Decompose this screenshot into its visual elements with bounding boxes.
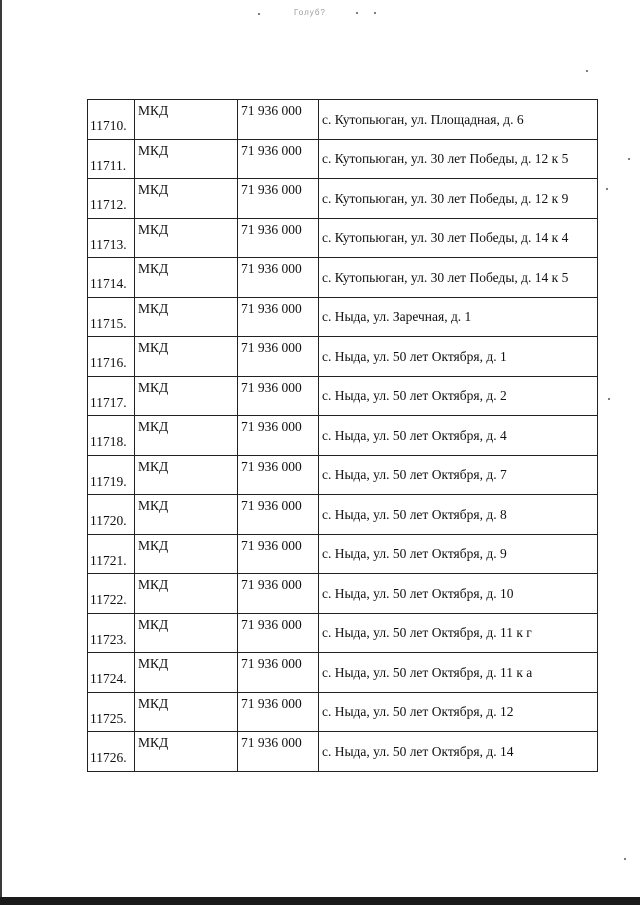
address-cell: с. Ныда, ул. 50 лет Октября, д. 2 xyxy=(319,376,598,416)
object-type-cell: МКД xyxy=(135,534,238,574)
address-cell: с. Ныда, ул. 50 лет Октября, д. 9 xyxy=(319,534,598,574)
address-cell: с. Ныда, ул. 50 лет Октября, д. 10 xyxy=(319,574,598,614)
object-type-cell: МКД xyxy=(135,179,238,219)
row-number-cell: 11721. xyxy=(88,534,135,574)
table-row xyxy=(88,337,598,377)
row-number-cell: 11719. xyxy=(88,455,135,495)
object-type-cell: МКД xyxy=(135,218,238,258)
address-table-body xyxy=(88,100,598,772)
row-number-cell: 11726. xyxy=(88,732,135,772)
oktmo-code-cell: 71 936 000 xyxy=(238,416,319,456)
scan-speck xyxy=(624,858,626,860)
object-type-cell: МКД xyxy=(135,139,238,179)
table-row xyxy=(88,653,598,693)
table-row xyxy=(88,100,598,140)
oktmo-code-cell: 71 936 000 xyxy=(238,337,319,377)
table-row xyxy=(88,218,598,258)
object-type-cell: МКД xyxy=(135,297,238,337)
object-type-cell: МКД xyxy=(135,495,238,535)
table-row xyxy=(88,613,598,653)
oktmo-code-cell: 71 936 000 xyxy=(238,218,319,258)
row-number-cell: 11717. xyxy=(88,376,135,416)
object-type-cell: МКД xyxy=(135,653,238,693)
oktmo-code-cell: 71 936 000 xyxy=(238,534,319,574)
oktmo-code-cell: 71 936 000 xyxy=(238,455,319,495)
object-type-cell: МКД xyxy=(135,613,238,653)
oktmo-code-cell: 71 936 000 xyxy=(238,653,319,693)
object-type-cell: МКД xyxy=(135,258,238,298)
scan-bottom-bar xyxy=(0,897,640,905)
scan-speck xyxy=(258,13,260,15)
row-number-cell: 11715. xyxy=(88,297,135,337)
row-number-cell: 11713. xyxy=(88,218,135,258)
table-row xyxy=(88,574,598,614)
row-number-cell: 11710. xyxy=(88,100,135,140)
address-cell: с. Ныда, ул. 50 лет Октября, д. 8 xyxy=(319,495,598,535)
address-cell: с. Кутопьюган, ул. 30 лет Победы, д. 14 к 5 xyxy=(319,258,598,298)
row-number-cell: 11712. xyxy=(88,179,135,219)
row-number-cell: 11723. xyxy=(88,613,135,653)
object-type-cell: МКД xyxy=(135,732,238,772)
table-row xyxy=(88,297,598,337)
scan-speck xyxy=(628,158,630,160)
table-row xyxy=(88,376,598,416)
scan-speck xyxy=(356,12,358,14)
table-row xyxy=(88,534,598,574)
oktmo-code-cell: 71 936 000 xyxy=(238,139,319,179)
address-cell: с. Ныда, ул. 50 лет Октября, д. 11 к а xyxy=(319,653,598,693)
table-row xyxy=(88,455,598,495)
oktmo-code-cell: 71 936 000 xyxy=(238,297,319,337)
oktmo-code-cell: 71 936 000 xyxy=(238,495,319,535)
table-row xyxy=(88,139,598,179)
row-number-cell: 11722. xyxy=(88,574,135,614)
scan-speck xyxy=(374,12,376,14)
object-type-cell: МКД xyxy=(135,416,238,456)
oktmo-code-cell: 71 936 000 xyxy=(238,258,319,298)
oktmo-code-cell: 71 936 000 xyxy=(238,613,319,653)
object-type-cell: МКД xyxy=(135,455,238,495)
address-cell: с. Кутопьюган, ул. 30 лет Победы, д. 12 к 5 xyxy=(319,139,598,179)
address-cell: с. Кутопьюган, ул. 30 лет Победы, д. 12 к 9 xyxy=(319,179,598,219)
address-cell: с. Ныда, ул. 50 лет Октября, д. 7 xyxy=(319,455,598,495)
scan-left-edge xyxy=(0,0,2,905)
address-cell: с. Кутопьюган, ул. Площадная, д. 6 xyxy=(319,100,598,140)
header-smudge-text: Голуб? xyxy=(294,8,326,17)
scan-speck xyxy=(586,70,588,72)
table-row xyxy=(88,732,598,772)
table-row xyxy=(88,495,598,535)
table-row xyxy=(88,258,598,298)
address-cell: с. Ныда, ул. 50 лет Октября, д. 14 xyxy=(319,732,598,772)
object-type-cell: МКД xyxy=(135,100,238,140)
scan-speck xyxy=(606,188,608,190)
oktmo-code-cell: 71 936 000 xyxy=(238,692,319,732)
oktmo-code-cell: 71 936 000 xyxy=(238,179,319,219)
row-number-cell: 11718. xyxy=(88,416,135,456)
oktmo-code-cell: 71 936 000 xyxy=(238,100,319,140)
table-row xyxy=(88,179,598,219)
object-type-cell: МКД xyxy=(135,574,238,614)
row-number-cell: 11725. xyxy=(88,692,135,732)
object-type-cell: МКД xyxy=(135,692,238,732)
scan-speck xyxy=(608,398,610,400)
row-number-cell: 11724. xyxy=(88,653,135,693)
address-cell: с. Ныда, ул. 50 лет Октября, д. 1 xyxy=(319,337,598,377)
address-table xyxy=(87,99,598,772)
address-cell: с. Ныда, ул. 50 лет Октября, д. 12 xyxy=(319,692,598,732)
table-row xyxy=(88,692,598,732)
address-cell: с. Ныда, ул. Заречная, д. 1 xyxy=(319,297,598,337)
row-number-cell: 11720. xyxy=(88,495,135,535)
table-row xyxy=(88,416,598,456)
address-cell: с. Кутопьюган, ул. 30 лет Победы, д. 14 к 4 xyxy=(319,218,598,258)
oktmo-code-cell: 71 936 000 xyxy=(238,376,319,416)
row-number-cell: 11714. xyxy=(88,258,135,298)
row-number-cell: 11711. xyxy=(88,139,135,179)
address-cell: с. Ныда, ул. 50 лет Октября, д. 4 xyxy=(319,416,598,456)
address-cell: с. Ныда, ул. 50 лет Октября, д. 11 к г xyxy=(319,613,598,653)
object-type-cell: МКД xyxy=(135,376,238,416)
object-type-cell: МКД xyxy=(135,337,238,377)
row-number-cell: 11716. xyxy=(88,337,135,377)
oktmo-code-cell: 71 936 000 xyxy=(238,574,319,614)
oktmo-code-cell: 71 936 000 xyxy=(238,732,319,772)
